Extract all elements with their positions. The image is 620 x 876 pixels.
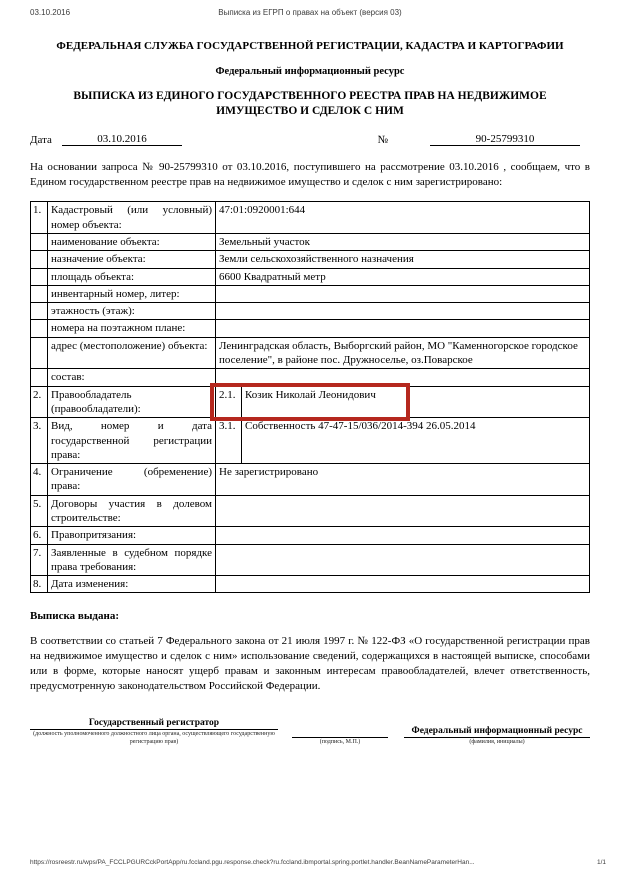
row-number-cell: 7. bbox=[31, 545, 48, 576]
issued-label: Выписка выдана: bbox=[30, 610, 119, 623]
table-row bbox=[31, 464, 589, 496]
row-number-cell bbox=[31, 320, 48, 336]
egrp-table bbox=[30, 201, 590, 593]
table-row bbox=[31, 576, 589, 592]
row-subnumber-cell: 3.1. bbox=[216, 418, 242, 463]
date-value: 03.10.2016 bbox=[62, 133, 182, 146]
row-value-cell: Козик Николай Леонидович bbox=[245, 388, 376, 401]
row-number-cell: 3. bbox=[31, 418, 48, 463]
agency-header: ФЕДЕРАЛЬНАЯ СЛУЖБА ГОСУДАРСТВЕННОЙ РЕГИСТРАЦИИ, КАДАСТРА И КАРТОГРАФИИ bbox=[56, 40, 564, 52]
row-value-cell bbox=[216, 303, 589, 319]
footer-url: https://rosreestr.ru/wps/PA_FCCLPGURCckPortApp/ru.fccland.pgu.response.check?ru.fccland.ibmportal.spring.portlet.handler.BeanNameParameterHan... bbox=[30, 859, 475, 866]
row-label-cell: Заявленные в судебном порядке права требования: bbox=[48, 545, 216, 576]
resource-title: Федеральный информационный ресурс bbox=[404, 726, 590, 738]
row-number-cell bbox=[31, 251, 48, 267]
row-value-cell bbox=[216, 576, 589, 592]
row-label-cell: этажность (этаж): bbox=[48, 303, 216, 319]
row-label-cell: наименование объекта: bbox=[48, 234, 216, 250]
signature-resource-block bbox=[404, 726, 590, 747]
stamp-caption: (подпись, М.П.) bbox=[319, 738, 361, 745]
row-value-cell: Ленинградская область, Выборгский район, МО "Каменногорское городское поселение", в районе пос. Дружноселье, оз.Поварское bbox=[219, 339, 578, 367]
table-row bbox=[31, 496, 589, 528]
row-value-cell bbox=[216, 369, 589, 385]
signature-row bbox=[30, 718, 590, 747]
browser-print-footer bbox=[30, 859, 606, 866]
row-value-cell bbox=[216, 320, 589, 336]
row-label-cell: состав: bbox=[48, 369, 216, 385]
table-row bbox=[31, 202, 589, 234]
row-label-cell: Дата изменения: bbox=[48, 576, 216, 592]
row-value-cell bbox=[216, 527, 589, 543]
row-label-cell: Правообладатель (правообладатели): bbox=[48, 387, 216, 418]
table-row bbox=[31, 286, 589, 303]
row-number-cell: 1. bbox=[31, 202, 48, 233]
row-number-cell bbox=[31, 234, 48, 250]
row-label-cell: назначение объекта: bbox=[48, 251, 216, 267]
registrar-title: Государственный регистратор bbox=[30, 718, 278, 730]
row-value-cell bbox=[216, 286, 589, 302]
row-number-cell: 5. bbox=[31, 496, 48, 527]
row-value-cell: Земли сельскохозяйственного назначения bbox=[219, 253, 414, 266]
number-label: № bbox=[377, 133, 388, 146]
row-label-cell: инвентарный номер, литер: bbox=[48, 286, 216, 302]
row-label-cell: Кадастровый (или условный) номер объекта: bbox=[48, 202, 216, 233]
print-date: 03.10.2016 bbox=[30, 8, 71, 17]
table-row bbox=[31, 269, 589, 286]
row-number-cell bbox=[31, 369, 48, 385]
row-label-cell: Ограничение (обременение) права: bbox=[48, 464, 216, 495]
browser-print-header bbox=[0, 8, 620, 20]
table-row bbox=[31, 418, 589, 464]
footer-page-number: 1/1 bbox=[596, 859, 606, 866]
intro-paragraph: На основании запроса № 90-25799310 от 03.10.2016, поступившего на рассмотрение 03.10.2016 , сообщаем, что в Едином государственном реестре прав на недвижимое имущество и сделок с ним зарегистрировано: bbox=[30, 160, 590, 188]
row-label-cell: номера на поэтажном плане: bbox=[48, 320, 216, 336]
row-label-cell: Вид, номер и дата государственной регистрации права: bbox=[48, 418, 216, 463]
table-row bbox=[31, 369, 589, 386]
row-number-cell: 8. bbox=[31, 576, 48, 592]
row-subnumber-cell: 2.1. bbox=[216, 387, 242, 418]
table-row bbox=[31, 234, 589, 251]
row-number-cell bbox=[31, 269, 48, 285]
row-number-cell: 2. bbox=[31, 387, 48, 418]
signature-registrar-block bbox=[30, 718, 278, 747]
resource-subheader: Федеральный информационный ресурс bbox=[215, 66, 405, 77]
table-row bbox=[31, 545, 589, 577]
registrar-caption: (должность уполномоченного должностного лица органа, осуществляющего государственную регистрацию прав) bbox=[33, 730, 275, 745]
table-row bbox=[31, 320, 589, 337]
row-number-cell bbox=[31, 286, 48, 302]
table-row bbox=[31, 251, 589, 268]
row-value-cell bbox=[216, 545, 589, 576]
signature-line bbox=[292, 725, 388, 738]
number-value: 90-25799310 bbox=[430, 133, 580, 146]
row-value-cell bbox=[216, 496, 589, 527]
row-number-cell: 4. bbox=[31, 464, 48, 495]
row-label-cell: Правопритязания: bbox=[48, 527, 216, 543]
legal-paragraph: В соответствии со статьей 7 Федерального закона от 21 июля 1997 г. № 122-ФЗ «О государственной регистрации прав на недвижимое имущество и сделок с ним» использование сведений, содержащихся в настоящей выписке, способами или в форме, которые наносят ущерб правам и законным интересам правообладателей, влечет ответственность, предусмотренную законодательством Российской Федерации. bbox=[30, 635, 590, 692]
date-number-row bbox=[30, 133, 590, 146]
date-label: Дата bbox=[30, 133, 52, 146]
row-value-cell: 47:01:0920001:644 bbox=[219, 204, 306, 217]
row-value-cell: Не зарегистрировано bbox=[219, 466, 319, 479]
table-row bbox=[31, 303, 589, 320]
document-title: ВЫПИСКА ИЗ ЕДИНОГО ГОСУДАРСТВЕННОГО РЕЕСТРА ПРАВ НА НЕДВИЖИМОЕ ИМУЩЕСТВО И СДЕЛОК С НИМ bbox=[73, 90, 547, 117]
row-value-cell: 6600 Квадратный метр bbox=[219, 270, 326, 283]
resource-caption: (фамилия, инициалы) bbox=[469, 738, 525, 745]
row-number-cell bbox=[31, 338, 48, 369]
row-number-cell: 6. bbox=[31, 527, 48, 543]
signature-stamp-block bbox=[292, 725, 388, 747]
row-value-cell: Собственность 47-47-15/036/2014-394 26.05.2014 bbox=[245, 420, 476, 433]
row-label-cell: площадь объекта: bbox=[48, 269, 216, 285]
table-row bbox=[31, 338, 589, 370]
row-label-cell: адрес (местоположение) объекта: bbox=[48, 338, 216, 369]
table-row bbox=[31, 387, 589, 419]
row-label-cell: Договоры участия в долевом строительстве: bbox=[48, 496, 216, 527]
row-value-cell: Земельный участок bbox=[219, 235, 310, 248]
table-row bbox=[31, 527, 589, 544]
row-number-cell bbox=[31, 303, 48, 319]
print-title: Выписка из ЕГРП о правах на объект (версия 03) bbox=[218, 8, 402, 17]
